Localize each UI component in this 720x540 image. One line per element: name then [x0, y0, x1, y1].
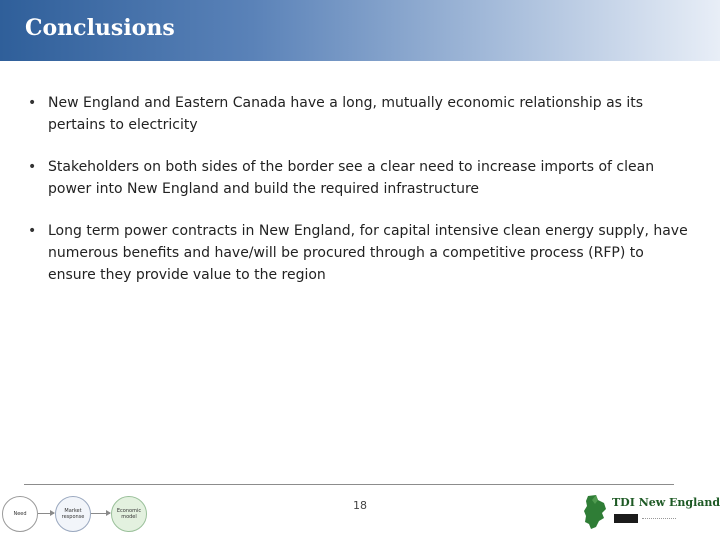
process-node-label: Need [13, 511, 27, 517]
tdi-new-england-logo [582, 492, 720, 532]
bullet-item [28, 220, 688, 286]
process-node-need [2, 496, 38, 532]
bullet-marker: • [28, 95, 37, 111]
bullet-text: New England and Eastern Canada have a long, mutually economic relationship as its pertains to electricity [48, 95, 644, 133]
new-england-map-icon [582, 494, 608, 530]
bullet-marker: • [28, 159, 37, 175]
bullet-text: Long term power contracts in New England, for capital intensive clean energy supply, have numerous benefits and have/will be procured through a competitive process (RFP) to ensure they provide value to the region [48, 223, 688, 283]
process-diagram [0, 494, 160, 534]
process-node-label: Market response [61, 508, 85, 520]
process-node-label: Economic model [116, 508, 142, 520]
bullet-marker: • [28, 223, 37, 239]
logo-tagline [642, 514, 676, 519]
footer-divider [24, 484, 674, 485]
process-node-market-response [55, 496, 91, 532]
bullet-text: Stakeholders on both sides of the border see a clear need to increase imports of clean power into New England and build the required infrastructure [48, 159, 655, 197]
title-bar [0, 0, 720, 61]
partner-badge [614, 514, 638, 523]
bullet-item [28, 92, 688, 136]
page-number: 18 [353, 499, 367, 512]
bullet-list [28, 92, 688, 306]
logo-name: TDI New England [612, 496, 720, 509]
slide-title: Conclusions [25, 15, 175, 41]
bullet-item [28, 156, 688, 200]
process-node-economic-model [111, 496, 147, 532]
process-arrow [91, 513, 110, 514]
process-arrow [38, 513, 54, 514]
